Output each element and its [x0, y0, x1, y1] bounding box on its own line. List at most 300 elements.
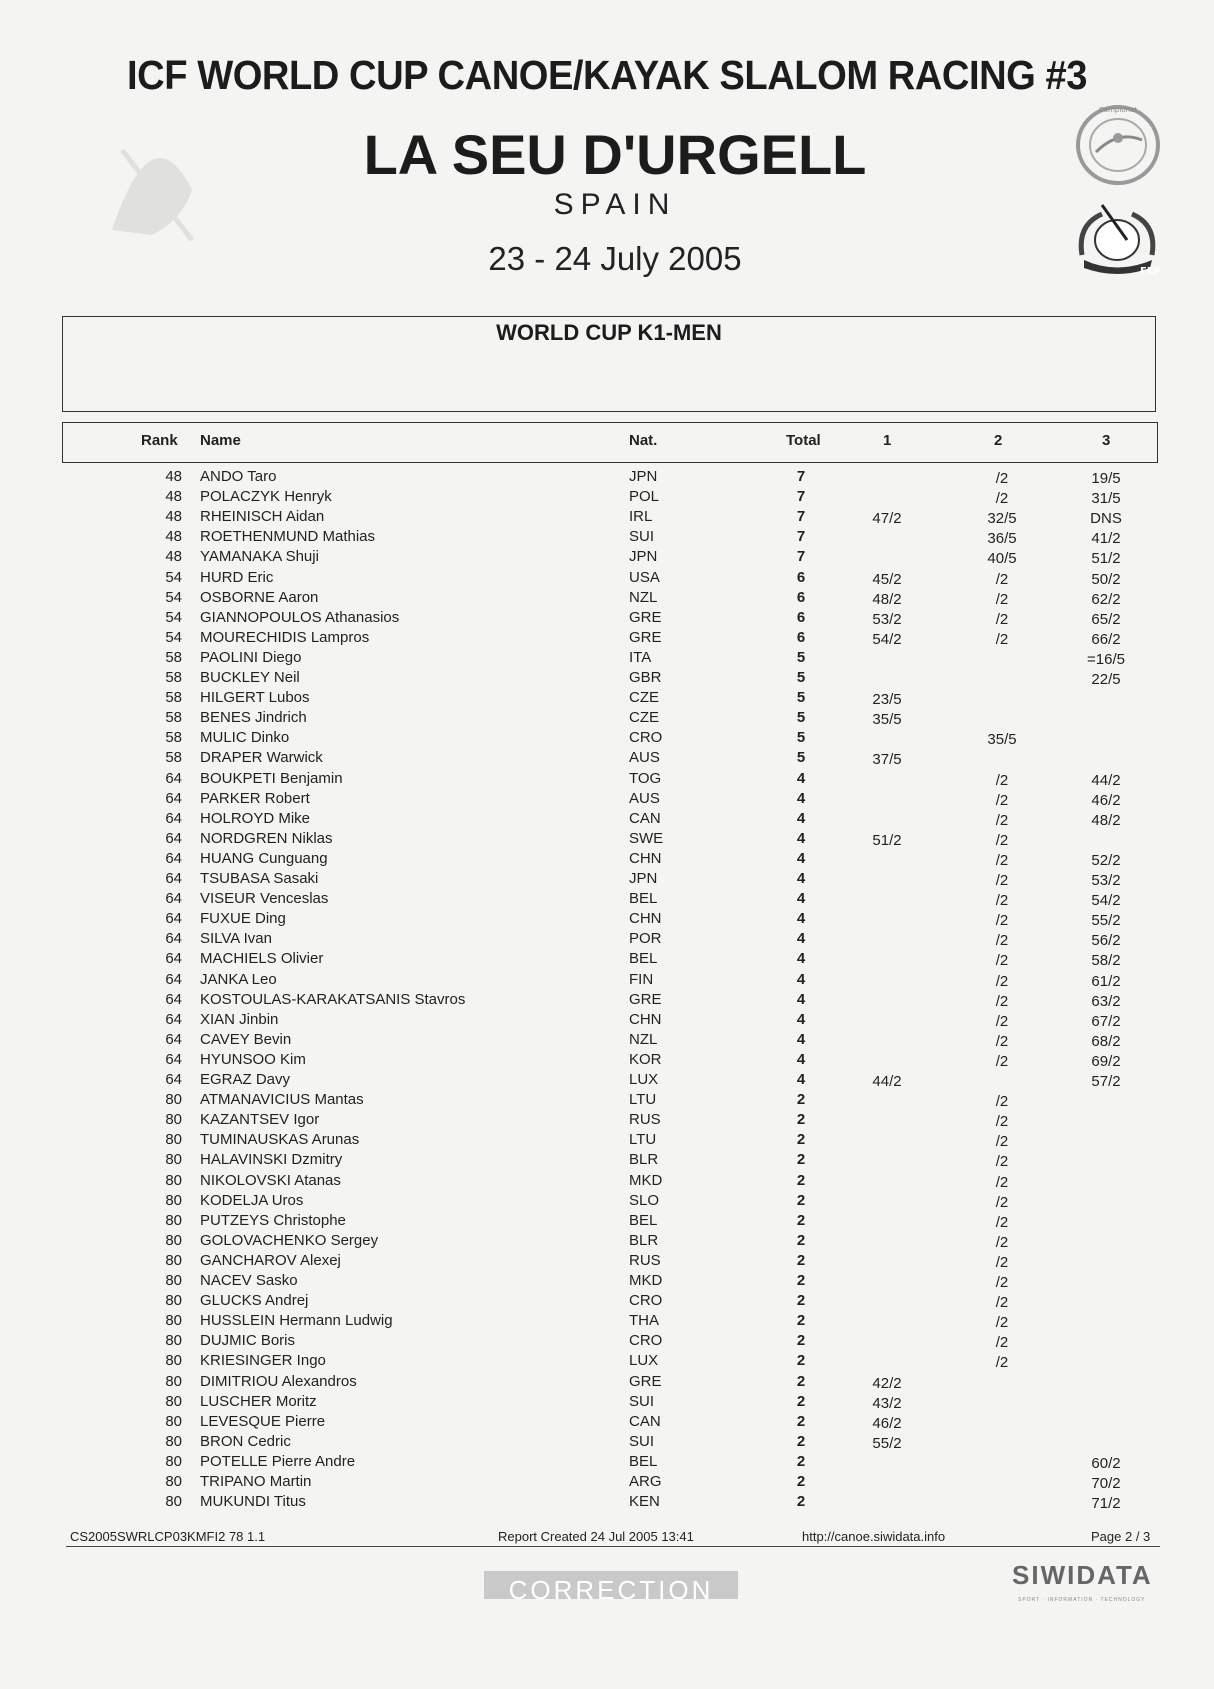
run2-cell: /2 [995, 1354, 1009, 1372]
rank-cell: 54 [165, 588, 182, 606]
run2-cell: /2 [995, 1233, 1009, 1251]
table-row [0, 890, 1214, 910]
run2-cell: /2 [995, 992, 1009, 1010]
nat-cell: CHN [629, 849, 662, 867]
table-row [0, 649, 1214, 669]
total-cell: 4 [796, 1010, 806, 1028]
table-row [0, 790, 1214, 810]
run3-cell: 56/2 [1091, 932, 1121, 950]
rank-cell: 80 [165, 1493, 182, 1511]
col-header-rank: Rank [141, 432, 178, 449]
run3-cell: 58/2 [1091, 952, 1121, 970]
rank-cell: 80 [165, 1372, 182, 1390]
rank-cell: 64 [165, 809, 182, 827]
rank-cell: 48 [165, 528, 182, 546]
name-cell: HURD Eric [200, 568, 274, 586]
table-row [0, 870, 1214, 890]
nat-cell: BEL [629, 950, 658, 968]
run3-cell: 46/2 [1091, 791, 1121, 809]
run2-cell: /2 [995, 771, 1009, 789]
nat-cell: ARG [629, 1473, 662, 1490]
run2-cell: /2 [995, 1153, 1009, 1171]
name-cell: KOSTOULAS-KARAKATSANIS Stavros [200, 990, 466, 1008]
table-row [0, 1031, 1214, 1051]
col-header-run1: 1 [883, 432, 892, 449]
competition-title: ICF WORLD CUP CANOE/KAYAK SLALOM RACING #3 [127, 52, 1087, 98]
siwidata-logo: SIWIDATA [1012, 1560, 1153, 1590]
rank-cell: 48 [165, 488, 182, 506]
table-row [0, 1413, 1214, 1433]
run3-cell: 67/2 [1091, 1012, 1121, 1030]
nat-cell: MKD [629, 1171, 663, 1189]
name-cell: HILGERT Lubos [200, 689, 310, 707]
run2-cell: /2 [995, 972, 1009, 990]
run3-cell: 52/2 [1091, 851, 1121, 869]
name-cell: TUMINAUSKAS Arunas [200, 1131, 360, 1149]
total-cell: 4 [796, 1071, 806, 1088]
nat-cell: TOG [629, 769, 662, 787]
nat-cell: GBR [629, 669, 662, 686]
col-header-run2: 2 [994, 432, 1003, 449]
rank-cell: 80 [165, 1292, 182, 1310]
table-row [0, 1352, 1214, 1372]
footer-divider [66, 1546, 1160, 1547]
run2-cell: /2 [995, 1314, 1009, 1332]
run2-cell: /2 [995, 1093, 1009, 1111]
rank-cell: 64 [165, 990, 182, 1008]
total-cell: 6 [796, 588, 806, 606]
name-cell: KODELJA Uros [200, 1191, 304, 1209]
total-cell: 6 [796, 568, 806, 586]
name-cell: ANDO Taro [200, 468, 277, 485]
run2-cell: /2 [995, 1113, 1009, 1131]
total-cell: 5 [796, 648, 806, 666]
rank-cell: 80 [165, 1151, 182, 1169]
name-cell: LEVESQUE Pierre [200, 1412, 326, 1430]
footer-page: Page 2 / 3 [1091, 1529, 1151, 1544]
rank-cell: 64 [165, 970, 182, 988]
championship-seal-logo-icon [1070, 100, 1166, 190]
nat-cell: LUX [629, 1352, 659, 1370]
run1-cell: 55/2 [872, 1434, 902, 1452]
run2-cell: /2 [995, 872, 1009, 889]
run2-cell: 36/5 [987, 530, 1017, 548]
run3-cell: 44/2 [1091, 771, 1121, 789]
nat-cell: SUI [629, 1392, 655, 1410]
footer-code: CS2005SWRLCP03KMFI2 78 1.1 [70, 1529, 266, 1544]
run2-cell: /2 [995, 1193, 1009, 1211]
col-header-run3: 3 [1102, 432, 1111, 449]
total-cell: 5 [796, 749, 806, 767]
run1-cell: 37/5 [872, 751, 902, 769]
total-cell: 4 [796, 910, 806, 928]
rank-cell: 64 [165, 890, 182, 908]
rank-cell: 48 [165, 508, 182, 526]
table-row [0, 910, 1214, 930]
name-cell: KRIESINGER Ingo [200, 1352, 326, 1370]
table-row [0, 1051, 1214, 1071]
table-row [0, 1071, 1214, 1091]
run2-cell: /2 [995, 630, 1009, 648]
table-row [0, 930, 1214, 950]
nat-cell: CRO [629, 1332, 663, 1350]
rank-cell: 58 [165, 669, 182, 686]
run3-cell: 65/2 [1091, 610, 1121, 628]
table-row [0, 689, 1214, 709]
run3-cell: 53/2 [1091, 872, 1121, 889]
run3-cell: 19/5 [1091, 470, 1121, 487]
name-cell: HUANG Cunguang [200, 849, 328, 867]
rank-cell: 64 [165, 849, 182, 867]
rank-cell: 80 [165, 1251, 182, 1269]
run2-cell: /2 [995, 590, 1009, 608]
col-header-name: Name [200, 432, 241, 449]
table-row [0, 830, 1214, 850]
total-cell: 2 [796, 1392, 806, 1410]
total-cell: 4 [796, 970, 806, 988]
table-row [0, 729, 1214, 749]
table-row [0, 508, 1214, 528]
run1-cell: 54/2 [872, 630, 902, 648]
total-cell: 2 [796, 1292, 806, 1310]
nat-cell: BEL [629, 1211, 658, 1229]
name-cell: MUKUNDI Titus [200, 1493, 306, 1511]
total-cell: 2 [796, 1211, 806, 1229]
run3-cell: 62/2 [1091, 590, 1121, 608]
nat-cell: CRO [629, 1292, 663, 1310]
total-cell: 4 [796, 849, 806, 867]
name-cell: BENES Jindrich [200, 709, 307, 727]
table-row [0, 1493, 1214, 1513]
name-cell: NIKOLOVSKI Atanas [200, 1171, 341, 1189]
total-cell: 6 [796, 628, 806, 646]
rank-cell: 80 [165, 1332, 182, 1350]
table-row [0, 1312, 1214, 1332]
fep-logo-text: FEP [1140, 266, 1161, 277]
total-cell: 7 [796, 468, 806, 485]
nat-cell: MKD [629, 1272, 663, 1289]
run1-cell: 48/2 [872, 590, 902, 608]
run3-cell: 57/2 [1091, 1073, 1121, 1090]
run2-cell: /2 [995, 1334, 1009, 1352]
rank-cell: 80 [165, 1111, 182, 1129]
run1-cell: 42/2 [872, 1374, 902, 1392]
table-row [0, 1011, 1214, 1031]
total-cell: 4 [796, 890, 806, 908]
total-cell: 2 [796, 1432, 806, 1450]
run1-cell: 44/2 [872, 1073, 902, 1090]
table-row [0, 1292, 1214, 1312]
nat-cell: SUI [629, 528, 655, 546]
name-cell: BUCKLEY Neil [200, 669, 300, 686]
total-cell: 7 [796, 488, 806, 506]
rank-cell: 58 [165, 729, 182, 747]
nat-cell: AUS [629, 789, 660, 807]
run2-cell: /2 [995, 1253, 1009, 1271]
total-cell: 4 [796, 1030, 806, 1048]
rank-cell: 58 [165, 709, 182, 727]
table-row [0, 669, 1214, 689]
name-cell: POTELLE Pierre Andre [200, 1452, 356, 1470]
table-row [0, 629, 1214, 649]
run2-cell: /2 [995, 470, 1009, 487]
table-row [0, 1232, 1214, 1252]
name-cell: EGRAZ Davy [200, 1071, 291, 1088]
total-cell: 7 [796, 508, 806, 526]
nat-cell: BLR [629, 1151, 659, 1169]
nat-cell: GRE [629, 990, 662, 1008]
table-row [0, 810, 1214, 830]
total-cell: 5 [796, 689, 806, 707]
run3-cell: 66/2 [1091, 630, 1121, 648]
rank-cell: 64 [165, 1071, 182, 1088]
name-cell: KAZANTSEV Igor [200, 1111, 320, 1129]
name-cell: BOUKPETI Benjamin [200, 769, 343, 787]
total-cell: 2 [796, 1372, 806, 1390]
table-row [0, 1393, 1214, 1413]
nat-cell: JPN [629, 468, 658, 485]
run2-cell: /2 [995, 1052, 1009, 1070]
total-cell: 7 [796, 528, 806, 546]
name-cell: MULIC Dinko [200, 729, 290, 747]
total-cell: 4 [796, 1050, 806, 1068]
total-cell: 5 [796, 729, 806, 747]
nat-cell: SWE [629, 829, 664, 847]
nat-cell: POR [629, 930, 662, 948]
table-row [0, 1272, 1214, 1292]
total-cell: 2 [796, 1493, 806, 1511]
footer-report-created: Report Created 24 Jul 2005 13:41 [498, 1529, 694, 1544]
nat-cell: POL [629, 488, 660, 506]
total-cell: 5 [796, 669, 806, 686]
nat-cell: IRL [629, 508, 653, 526]
table-row [0, 1091, 1214, 1111]
rank-cell: 80 [165, 1312, 182, 1330]
table-row [0, 468, 1214, 488]
run2-cell: /2 [995, 851, 1009, 869]
total-cell: 2 [796, 1312, 806, 1330]
table-row [0, 1332, 1214, 1352]
rank-cell: 80 [165, 1131, 182, 1149]
nat-cell: KEN [629, 1493, 660, 1511]
name-cell: DIMITRIOU Alexandros [200, 1372, 357, 1390]
table-row [0, 569, 1214, 589]
rank-cell: 58 [165, 648, 182, 666]
name-cell: BRON Cedric [200, 1432, 291, 1450]
rank-cell: 54 [165, 628, 182, 646]
run3-cell: 54/2 [1091, 892, 1121, 910]
nat-cell: LUX [629, 1071, 659, 1088]
name-cell: HYUNSOO Kim [200, 1050, 306, 1068]
event-title: WORLD CUP K1-MEN [496, 320, 722, 345]
run2-cell: /2 [995, 791, 1009, 809]
name-cell: GOLOVACHENKO Sergey [200, 1231, 379, 1249]
col-header-nat: Nat. [629, 432, 658, 449]
country-label: SPAIN [553, 188, 677, 221]
rank-cell: 80 [165, 1473, 182, 1490]
rank-cell: 80 [165, 1412, 182, 1430]
name-cell: HOLROYD Mike [200, 809, 311, 827]
rank-cell: 64 [165, 870, 182, 887]
nat-cell: ITA [629, 648, 652, 666]
rank-cell: 80 [165, 1352, 182, 1370]
table-row [0, 950, 1214, 970]
footer-url: http://canoe.siwidata.info [802, 1529, 946, 1544]
col-header-total: Total [786, 432, 821, 449]
nat-cell: RUS [629, 1251, 661, 1269]
table-row [0, 971, 1214, 991]
rank-cell: 64 [165, 789, 182, 807]
name-cell: VISEUR Venceslas [200, 890, 329, 908]
table-row [0, 1453, 1214, 1473]
nat-cell: SLO [629, 1191, 660, 1209]
event-dates: 23 - 24 July 2005 [488, 240, 742, 277]
rank-cell: 80 [165, 1432, 182, 1450]
run1-cell: 53/2 [872, 610, 902, 628]
total-cell: 4 [796, 990, 806, 1008]
name-cell: LUSCHER Moritz [200, 1392, 317, 1410]
rank-cell: 80 [165, 1191, 182, 1209]
run2-cell: /2 [995, 1012, 1009, 1030]
name-cell: NACEV Sasko [200, 1272, 298, 1289]
table-row [0, 709, 1214, 729]
run2-cell: /2 [995, 811, 1009, 829]
total-cell: 4 [796, 930, 806, 948]
table-row [0, 770, 1214, 790]
rank-cell: 64 [165, 930, 182, 948]
name-cell: RHEINISCH Aidan [200, 508, 325, 526]
table-row [0, 1212, 1214, 1232]
run2-cell: /2 [995, 831, 1009, 849]
run2-cell: /2 [995, 912, 1009, 930]
table-row [0, 589, 1214, 609]
table-row [0, 1473, 1214, 1493]
nat-cell: FIN [629, 970, 654, 988]
name-cell: YAMANAKA Shuji [200, 548, 319, 566]
name-cell: TRIPANO Martin [200, 1473, 312, 1490]
run1-cell: 45/2 [872, 570, 902, 588]
run2-cell: /2 [995, 610, 1009, 628]
rank-cell: 80 [165, 1211, 182, 1229]
table-row [0, 1192, 1214, 1212]
nat-cell: THA [629, 1312, 659, 1330]
run2-cell: /2 [995, 1274, 1009, 1291]
rank-cell: 54 [165, 568, 182, 586]
table-row [0, 488, 1214, 508]
name-cell: DRAPER Warwick [200, 749, 323, 767]
run2-cell: /2 [995, 952, 1009, 970]
table-row [0, 1172, 1214, 1192]
run2-cell: /2 [995, 1173, 1009, 1191]
nat-cell: USA [629, 568, 660, 586]
rank-cell: 64 [165, 769, 182, 787]
rank-cell: 80 [165, 1392, 182, 1410]
run3-cell: 68/2 [1091, 1032, 1121, 1050]
nat-cell: BEL [629, 890, 658, 908]
run3-cell: 50/2 [1091, 570, 1121, 588]
total-cell: 2 [796, 1111, 806, 1129]
name-cell: CAVEY Bevin [200, 1030, 292, 1048]
run3-cell: 69/2 [1091, 1052, 1121, 1070]
name-cell: HALAVINSKI Dzmitry [200, 1151, 343, 1169]
nat-cell: GRE [629, 1372, 662, 1390]
name-cell: TSUBASA Sasaki [200, 870, 319, 887]
nat-cell: GRE [629, 608, 662, 626]
rank-cell: 58 [165, 689, 182, 707]
total-cell: 2 [796, 1332, 806, 1350]
nat-cell: CHN [629, 1010, 662, 1028]
run3-cell: 41/2 [1091, 530, 1121, 548]
run1-cell: 46/2 [872, 1414, 902, 1432]
total-cell: 2 [796, 1191, 806, 1209]
nat-cell: AUS [629, 749, 660, 767]
table-row [0, 1373, 1214, 1393]
run2-cell: /2 [995, 1213, 1009, 1231]
total-cell: 4 [796, 950, 806, 968]
run3-cell: 61/2 [1091, 972, 1121, 990]
total-cell: 4 [796, 829, 806, 847]
run3-cell: 71/2 [1091, 1495, 1121, 1513]
total-cell: 2 [796, 1091, 806, 1109]
total-cell: 2 [796, 1473, 806, 1490]
nat-cell: NZL [629, 588, 658, 606]
name-cell: ROETHENMUND Mathias [200, 528, 376, 546]
rank-cell: 64 [165, 1050, 182, 1068]
name-cell: JANKA Leo [200, 970, 277, 988]
run1-cell: 47/2 [872, 510, 902, 528]
rank-cell: 48 [165, 548, 182, 566]
table-row [0, 850, 1214, 870]
siwidata-tagline: SPORT · INFORMATION · TECHNOLOGY [1018, 1597, 1146, 1603]
nat-cell: LTU [629, 1091, 657, 1109]
name-cell: DUJMIC Boris [200, 1332, 296, 1350]
correction-stamp: CORRECTION [484, 1571, 738, 1599]
run3-cell: 70/2 [1091, 1475, 1121, 1492]
nat-cell: SUI [629, 1432, 655, 1450]
fep-federation-logo-icon [1072, 200, 1162, 282]
run3-cell: 55/2 [1091, 912, 1121, 930]
run2-cell: 32/5 [987, 510, 1017, 528]
run2-cell: /2 [995, 932, 1009, 950]
total-cell: 2 [796, 1151, 806, 1169]
run3-cell: 51/2 [1091, 550, 1121, 568]
nat-cell: KOR [629, 1050, 662, 1068]
run2-cell: 40/5 [987, 550, 1017, 568]
rank-cell: 58 [165, 749, 182, 767]
run2-cell: 35/5 [987, 731, 1017, 749]
run3-cell: =16/5 [1087, 650, 1125, 668]
run3-cell: 48/2 [1091, 811, 1121, 829]
name-cell: GANCHAROV Alexej [200, 1251, 341, 1269]
name-cell: FUXUE Ding [200, 910, 286, 928]
table-row [0, 528, 1214, 548]
total-cell: 2 [796, 1352, 806, 1370]
name-cell: HUSSLEIN Hermann Ludwig [200, 1312, 393, 1330]
nat-cell: CRO [629, 729, 663, 747]
rank-cell: 64 [165, 910, 182, 928]
total-cell: 2 [796, 1452, 806, 1470]
run3-cell: 31/5 [1091, 490, 1121, 508]
name-cell: MOURECHIDIS Lampros [200, 628, 370, 646]
run2-cell: /2 [995, 892, 1009, 910]
total-cell: 2 [796, 1251, 806, 1269]
nat-cell: CAN [629, 1412, 661, 1430]
run2-cell: /2 [995, 490, 1009, 508]
rank-cell: 64 [165, 950, 182, 968]
nat-cell: CZE [629, 689, 659, 707]
seal-logo-text: Campionat [1098, 106, 1138, 114]
table-row [0, 548, 1214, 568]
